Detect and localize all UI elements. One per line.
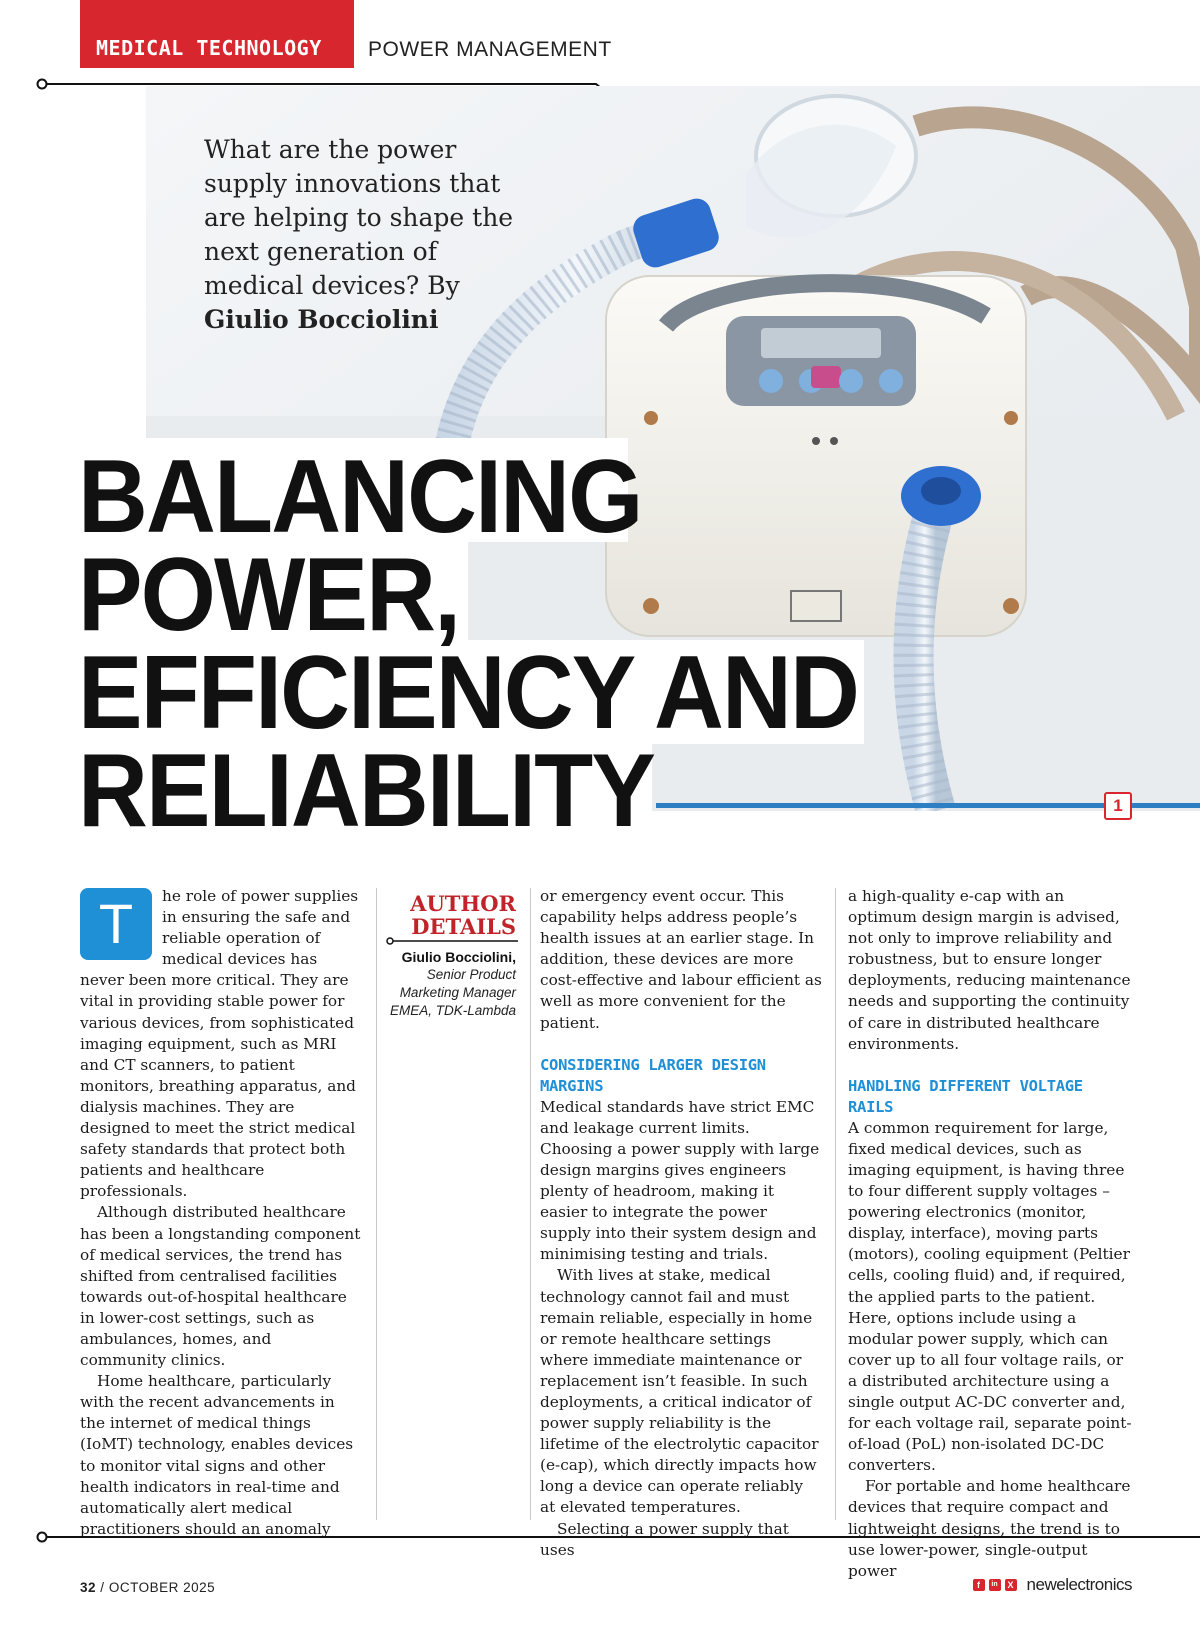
author-rule xyxy=(386,936,518,946)
standfirst-text: What are the power supply innovations that are helping to shape the next generation of medical devices? By xyxy=(204,135,514,300)
standfirst xyxy=(204,133,514,337)
section-label: MEDICAL TECHNOLOGY xyxy=(96,36,322,60)
author-role-line: Marketing Manager xyxy=(399,985,516,1000)
author-name: Giulio Bocciolini, xyxy=(401,949,516,965)
facebook-icon[interactable]: f xyxy=(973,1579,985,1591)
paragraph: or emergency event occur. This capability helps address people’s health issues at an earlier stage. In addition, these devices are more cost-effective and labour efficient as well as more convenient for the patient. xyxy=(540,887,822,1032)
paragraph: a high-quality e-cap with an optimum design margin is advised, not only to improve reliability and robustness, but to ensure longer deployments, reducing maintenance needs and supporting the continuity of care in distributed healthcare environments. xyxy=(848,887,1131,1053)
standfirst-author: Giulio Bocciolini xyxy=(204,305,439,334)
author-title-line-2: DETAILS xyxy=(411,914,516,939)
headline-line-3: EFFICIENCY AND xyxy=(78,635,859,751)
headline-line-1: BALANCING xyxy=(78,439,642,555)
headline-line-4: RELIABILITY xyxy=(78,733,654,849)
section-tag xyxy=(80,0,354,68)
headline xyxy=(78,439,917,849)
footer-rule xyxy=(0,1530,1200,1544)
author-role xyxy=(370,966,516,1020)
body-column-1 xyxy=(80,886,362,1540)
author-role-line: EMEA, TDK-Lambda xyxy=(389,1003,516,1018)
x-icon[interactable]: X xyxy=(1005,1579,1017,1591)
paragraph: he role of power supplies in ensuring the safe and reliable operation of medical devices has never been more critical. They are vital in providing stable power for various devices, from sophisticated imaging equipment, such as MRI and CT scanners, to patient monitors, breathing apparatus, and dialysis machines. They are designed to meet the strict medical safety standards that protect both patients and healthcare professionals. xyxy=(80,887,359,1201)
column-divider xyxy=(835,888,836,1520)
paragraph: Although distributed healthcare has been a longstanding component of medical services, the trend has shifted from centralised facilities towards out-of-hospital healthcare in lower-cost settings, such as ambulances, homes, and community clinics. xyxy=(80,1203,361,1370)
body-column-2 xyxy=(540,886,822,1561)
figure-number-badge: 1 xyxy=(1104,792,1132,820)
author-role-line: Senior Product xyxy=(426,967,516,982)
subsection-label: POWER MANAGEMENT xyxy=(368,38,612,61)
drop-cap: T xyxy=(80,888,152,960)
issue-date: OCTOBER 2025 xyxy=(108,1580,216,1595)
paragraph: With lives at stake, medical technology cannot fail and must remain reliable, especially in home or remote healthcare settings where immediate maintenance or replacement isn’t feasible. In such deployments, a critical indicator of power supply reliability is the lifetime of the electrolytic capacitor (e-cap), which directly impacts how long a device can operate reliably at elevated temperatures. xyxy=(540,1266,819,1517)
paragraph: Selecting a power supply that uses xyxy=(540,1519,789,1559)
folio-separator: / xyxy=(100,1580,105,1595)
paragraph: Medical standards have strict EMC and leakage current limits. Choosing a power supply with large design margins gives engineers plenty of headroom, making it easier to integrate the power supply into their system design and minimising testing and trials. xyxy=(540,1097,820,1264)
linkedin-icon[interactable]: in xyxy=(989,1579,1001,1591)
paragraph: For portable and home healthcare devices that require compact and lightweight designs, the trend is to use lower-power, single-output power xyxy=(848,1477,1131,1580)
subheading: HANDLING DIFFERENT VOLTAGE RAILS xyxy=(848,1076,1083,1116)
page-number: 32 xyxy=(80,1580,97,1595)
brand-block xyxy=(973,1575,1132,1595)
author-details-title xyxy=(380,892,516,938)
author-title-line-1: AUTHOR xyxy=(410,891,516,916)
column-divider xyxy=(530,888,531,1520)
subheading: CONSIDERING LARGER DESIGN MARGINS xyxy=(540,1055,766,1095)
body-column-3 xyxy=(848,886,1132,1582)
paragraph: Home healthcare, particularly with the recent advancements in the internet of medical things (IoMT) technology, enables devices to monitor vital signs and other health indicators in real-time and automatically alert medical practitioners should an anomaly xyxy=(80,1372,354,1538)
brand-logo: newelectronics xyxy=(1026,1575,1132,1594)
page-folio xyxy=(80,1580,215,1595)
paragraph: A common requirement for large, fixed medical devices, such as imaging equipment, is having three to four different supply voltages – powering electronics (monitor, display, interface), moving parts (motors), cooling equipment (Peltier cells, cooling fluid) and, if required, the applied parts to the patient. Here, options include using a modular power supply, which can cover up to all four voltage rails, or a distributed architecture using a single output AC-DC converter and, for each voltage rail, separate point-of-load (PoL) non-isolated DC-DC converters. xyxy=(848,1118,1132,1475)
headline-line-2: POWER, xyxy=(78,537,460,653)
